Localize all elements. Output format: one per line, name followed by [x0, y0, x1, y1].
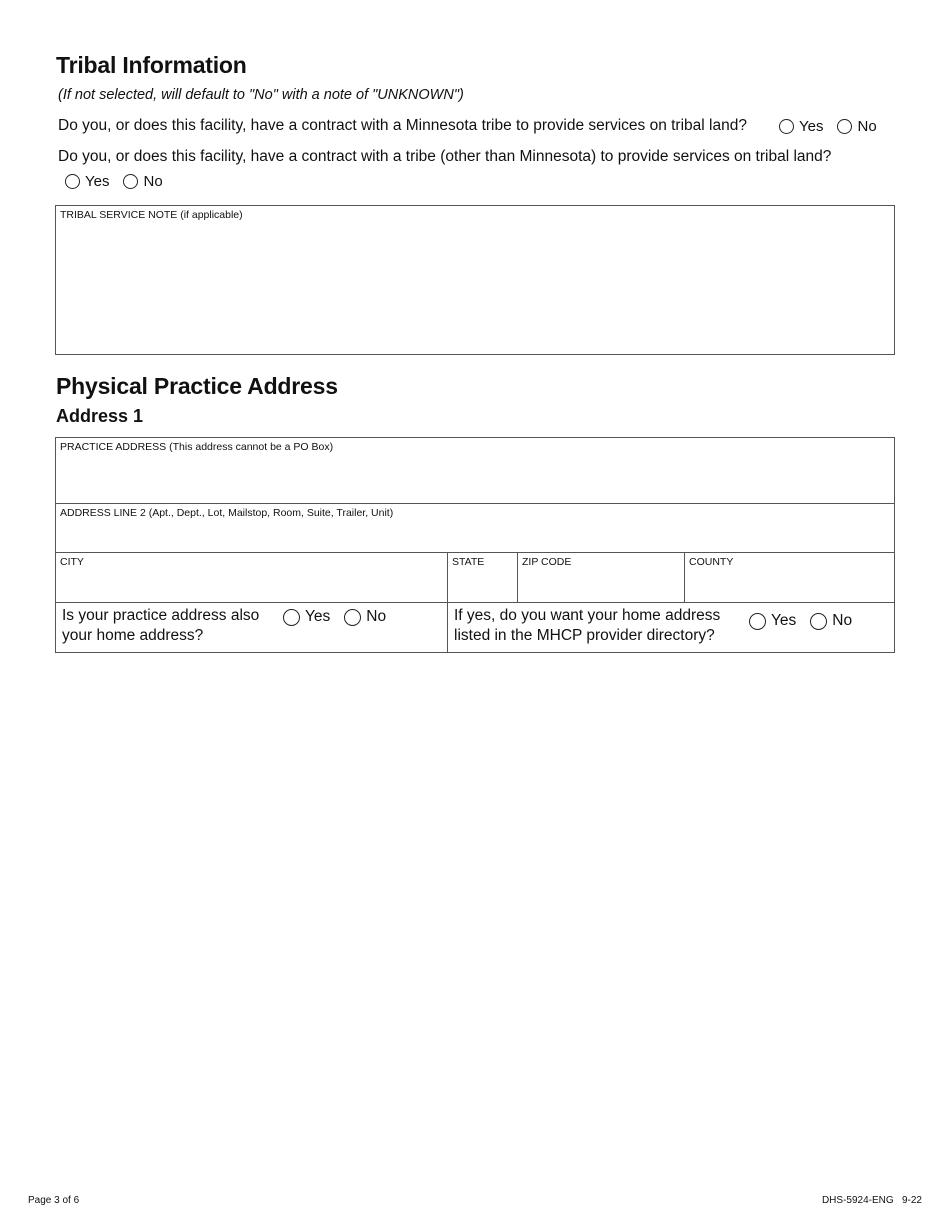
practice-address-label: PRACTICE ADDRESS (This address cannot be a PO Box) — [60, 441, 334, 453]
tribal-q2-no-label: No — [143, 173, 163, 190]
home-address-no-radio[interactable] — [344, 609, 361, 626]
practice-address-field[interactable] — [56, 438, 894, 504]
county-field[interactable] — [685, 553, 894, 603]
tribal-default-note: (If not selected, will default to "No" with a note of "UNKNOWN") — [58, 87, 464, 103]
directory-question-line1: If yes, do you want your home address — [454, 607, 721, 624]
tribal-q1-text: Do you, or does this facility, have a contract with a Minnesota tribe to provide services on tribal land? — [58, 117, 747, 134]
directory-yes-label: Yes — [771, 612, 797, 629]
tribal-q2-no-radio[interactable] — [123, 174, 138, 189]
tribal-q1-yes-label: Yes — [799, 118, 824, 135]
city-label: CITY — [60, 556, 84, 568]
home-address-yes-label: Yes — [305, 608, 331, 625]
tribal-q1-no-radio[interactable] — [837, 119, 852, 134]
directory-no-radio[interactable] — [810, 613, 827, 630]
state-label: STATE — [452, 556, 485, 568]
tribal-q2-yes-label: Yes — [85, 173, 110, 190]
address-table — [55, 437, 895, 653]
tribal-section-title: Tribal Information — [56, 52, 247, 78]
state-field[interactable] — [448, 553, 518, 603]
home-address-question-line1: Is your practice address also — [62, 607, 260, 624]
address-line2-field[interactable] — [56, 504, 894, 553]
tribal-service-note-label: TRIBAL SERVICE NOTE (if applicable) — [60, 209, 243, 221]
home-address-options — [283, 608, 400, 626]
zip-code-field[interactable] — [518, 553, 685, 603]
home-address-yes-radio[interactable] — [283, 609, 300, 626]
address-section-title: Physical Practice Address — [56, 373, 338, 399]
home-address-question-line2: your home address? — [62, 627, 204, 644]
city-field[interactable] — [56, 553, 448, 603]
tribal-q2-text: Do you, or does this facility, have a contract with a tribe (other than Minnesota) to provide services on tribal land? — [58, 148, 832, 165]
tribal-q1-options — [779, 118, 891, 135]
directory-options — [749, 612, 866, 630]
directory-question-line2: listed in the MHCP provider directory? — [454, 627, 715, 644]
directory-yes-radio[interactable] — [749, 613, 766, 630]
tribal-q2-options — [65, 173, 177, 190]
tribal-service-note-field[interactable] — [55, 205, 895, 355]
home-address-question-cell — [56, 603, 448, 652]
county-label: COUNTY — [689, 556, 734, 568]
page-number: Page 3 of 6 — [28, 1195, 80, 1206]
tribal-q2-yes-radio[interactable] — [65, 174, 80, 189]
directory-no-label: No — [832, 612, 853, 629]
tribal-q1-no-label: No — [857, 118, 877, 135]
directory-question-cell — [448, 603, 894, 652]
home-address-no-label: No — [366, 608, 387, 625]
address-subtitle: Address 1 — [56, 406, 144, 426]
tribal-q1-yes-radio[interactable] — [779, 119, 794, 134]
form-id: DHS-5924-ENG 9-22 — [821, 1195, 922, 1206]
zip-code-label: ZIP CODE — [522, 556, 572, 568]
address-line2-label: ADDRESS LINE 2 (Apt., Dept., Lot, Mailstop, Room, Suite, Trailer, Unit) — [60, 507, 394, 519]
